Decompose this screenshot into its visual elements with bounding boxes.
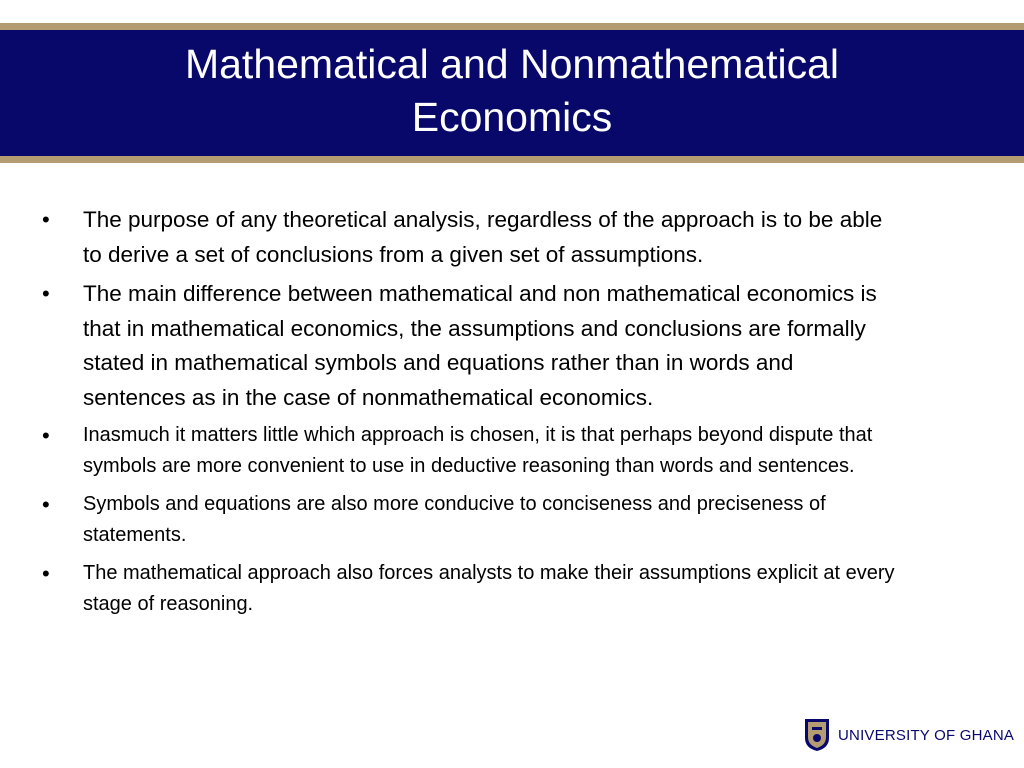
bullet-item [42,489,902,551]
university-logo [804,716,1016,754]
bullet-text: The main difference between mathematical and non mathematical economics is that in mathematical economics, the assumptions and conclusions are formally stated in mathematical symbols and equations rather than in words and sentences as in the case of nonmathematical economics. [83,281,877,410]
bullet-text: Symbols and equations are also more conducive to conciseness and preciseness of statements. [83,493,826,546]
title-band [0,23,1024,163]
bullet-item [42,277,902,415]
title-banner [0,30,1024,156]
bullet-text: The purpose of any theoretical analysis, regardless of the approach is to be able to derive a set of conclusions from a given set of assumptions. [83,207,883,267]
bullet-glyph: • [42,207,50,232]
footer-logo-text: UNIVERSITY OF GHANA [838,726,1015,744]
bullet-glyph: • [42,281,50,306]
bullet-item [42,558,902,620]
bullet-glyph: • [42,561,50,586]
bullet-text: Inasmuch it matters little which approach is chosen, it is that perhaps beyond dispute that symbols are more convenient to use in deductive reasoning than words and sentences. [83,424,873,477]
bullet-glyph: • [42,423,50,448]
university-crest-icon [804,718,830,752]
bullet-list [42,203,902,627]
bullet-glyph: • [42,492,50,517]
bullet-item [42,420,902,482]
bullet-item [42,203,902,272]
bullet-text: The mathematical approach also forces analysts to make their assumptions explicit at every stage of reasoning. [83,562,895,615]
slide-title: Mathematical and Nonmathematical Economics [184,41,840,140]
